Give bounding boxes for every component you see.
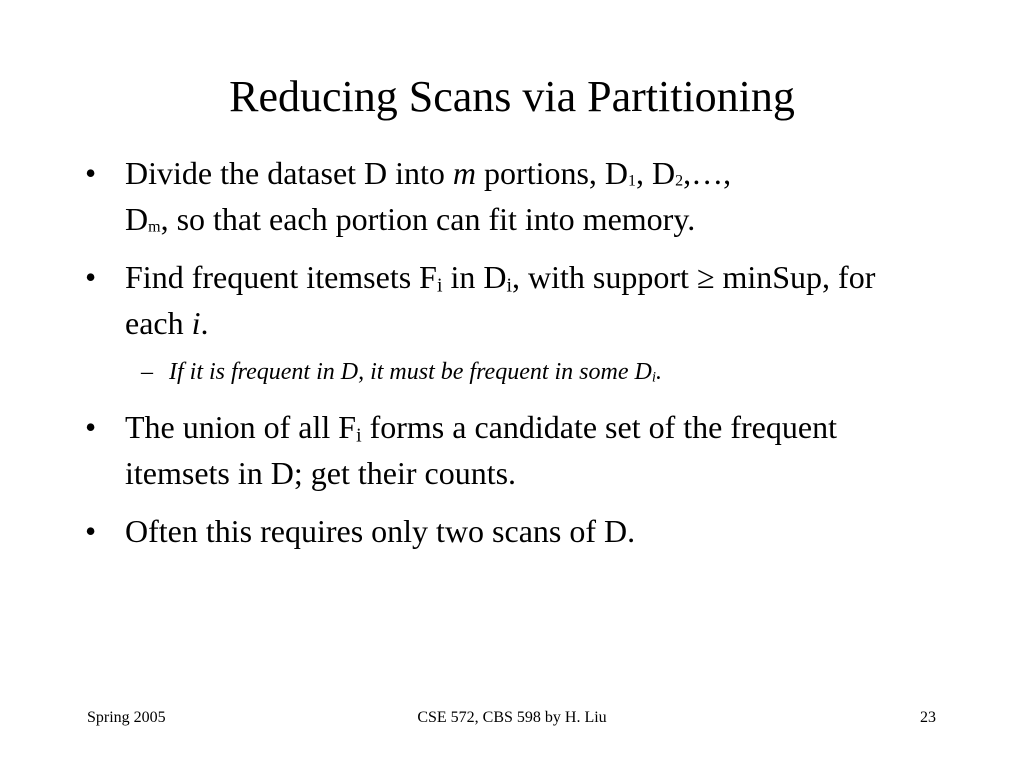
bullet-text: in D — [442, 259, 507, 295]
subscript-2: 2 — [675, 172, 684, 190]
bullet-text: . — [200, 305, 209, 341]
bullet-text: portions, D — [476, 155, 629, 191]
sub-bullet-list — [85, 354, 905, 390]
bullet-text: forms a candidate set of the frequent itemsets in D; get their counts. — [125, 409, 837, 491]
bullet-marker: • — [85, 513, 97, 549]
footer-course: CSE 572, CBS 598 by H. Liu — [417, 709, 607, 726]
sub-bullet-text: If it is frequent in D, it must be frequent in some D — [169, 359, 652, 385]
bullet-list — [85, 150, 905, 566]
subscript-i: i — [651, 369, 656, 386]
subscript-i: i — [436, 274, 443, 297]
subscript-1: 1 — [628, 172, 637, 190]
variable-m: m — [452, 155, 477, 191]
bullet-text: Find frequent itemsets F — [125, 259, 437, 295]
bullet-text: , with support ≥ minSup, for each — [125, 259, 876, 341]
bullet-marker: • — [85, 259, 97, 295]
footer-date: Spring 2005 — [87, 709, 166, 726]
slide-title: Reducing Scans via Partitioning — [229, 72, 795, 121]
variable-i: i — [191, 305, 201, 341]
bullet-text: ,…, — [683, 155, 732, 191]
subscript-m: m — [148, 218, 161, 236]
bullet-two-scans — [85, 508, 905, 554]
bullet-union-of-fi — [85, 404, 905, 496]
sub-bullet-marker: – — [141, 359, 153, 385]
bullet-find-frequent-itemsets — [85, 254, 905, 346]
bullet-marker: • — [85, 409, 97, 445]
bullet-text: The union of all F — [125, 409, 357, 445]
bullet-marker: • — [85, 155, 97, 191]
footer-page-number: 23 — [920, 709, 936, 726]
sub-list-container — [85, 354, 905, 390]
bullet-text: , D — [636, 155, 676, 191]
bullet-text: Often this requires only two scans of D. — [125, 513, 636, 549]
sub-bullet-text: . — [655, 359, 662, 385]
bullet-divide-dataset — [85, 150, 905, 242]
sub-bullet-frequent-in-some-di — [85, 354, 905, 390]
subscript-i: i — [506, 274, 512, 297]
subscript-i: i — [356, 424, 362, 447]
bullet-text: Divide the dataset D into — [125, 155, 453, 191]
bullet-text: D — [125, 201, 149, 237]
bullet-text: , so that each portion can fit into memory. — [160, 201, 696, 237]
